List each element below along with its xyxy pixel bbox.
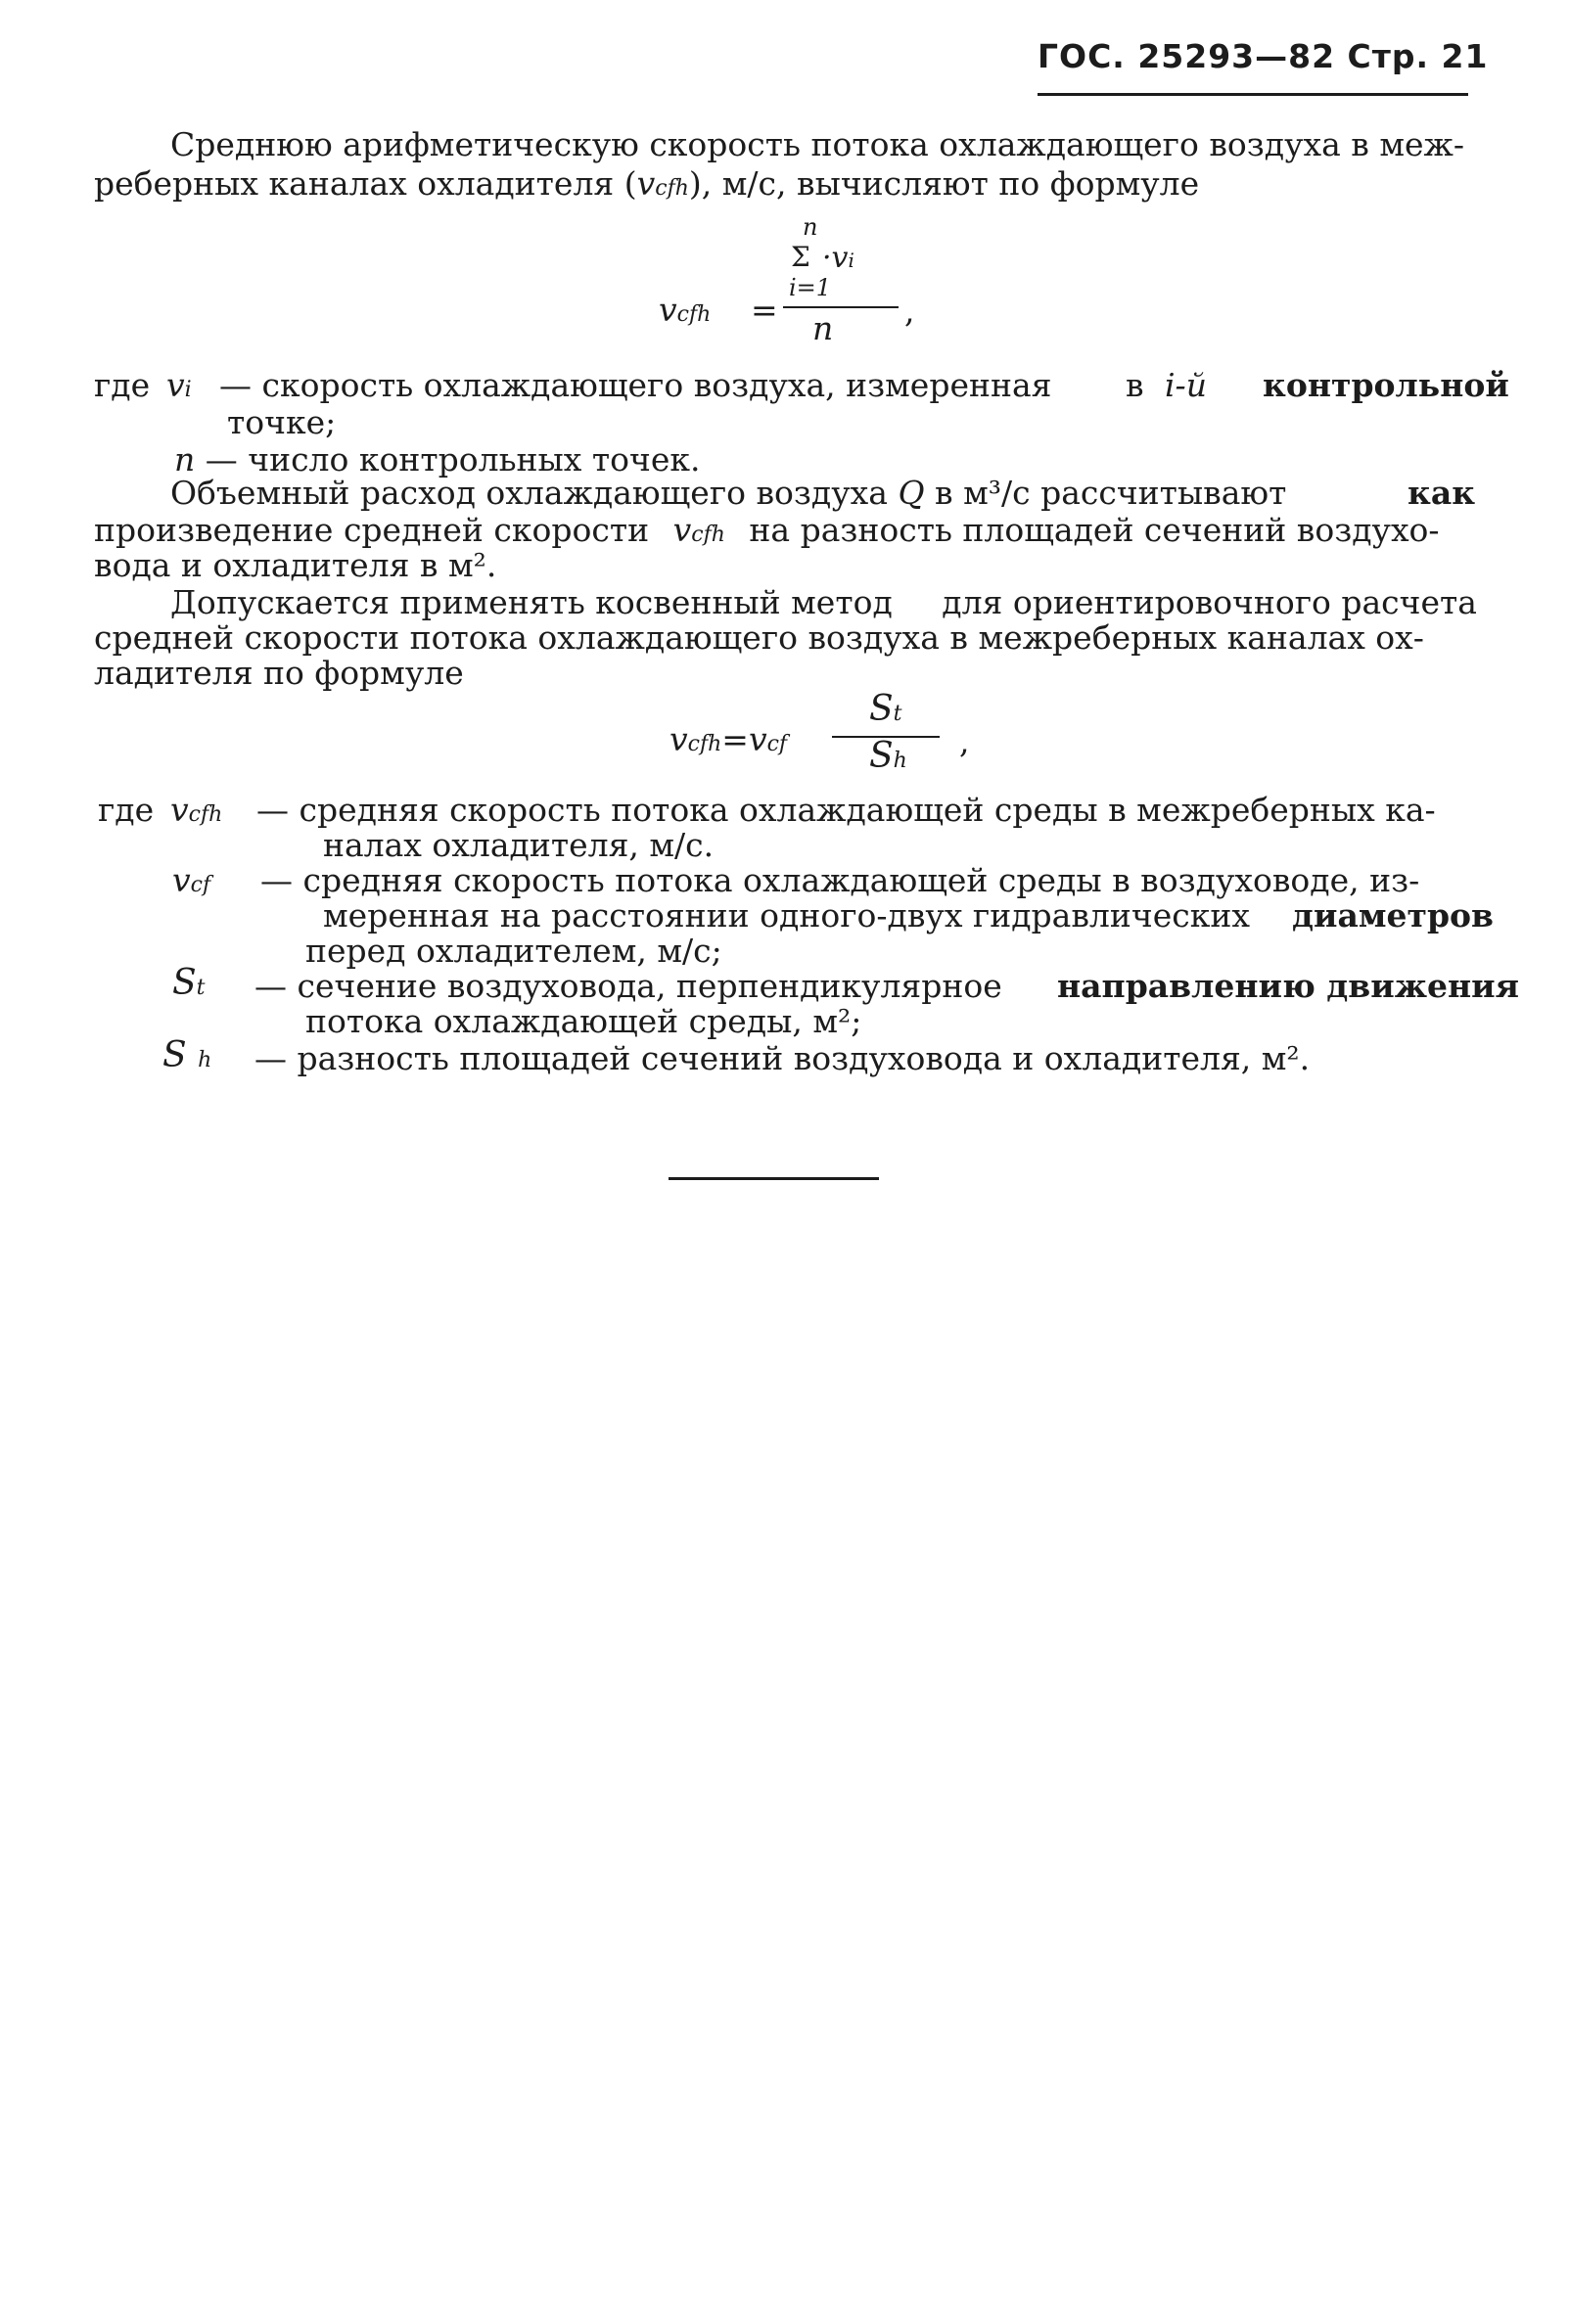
para1-line1: Среднюю арифметическую скорость потока охлаждающего воздуха в меж-	[170, 125, 1465, 163]
where2-item2-var	[172, 861, 210, 905]
para3-line1-b: для ориентировочного расчета	[942, 583, 1477, 621]
formula1-fraction-line	[783, 306, 899, 308]
where2-item1-desc: — средняя скорость потока охлаждающей среды в межреберных ка-	[256, 791, 1436, 829]
para2-line1-b: в м³/с рассчитывают	[935, 474, 1287, 512]
para3-line1-a: Допускается применять косвенный метод	[170, 583, 893, 621]
formula1-sum-sign: Σ	[791, 241, 810, 273]
formula1-denominator: n	[812, 309, 834, 347]
formula2-num-var: S	[869, 689, 894, 729]
para2-line1-c: как	[1407, 474, 1476, 512]
para2-line1	[170, 474, 1286, 513]
formula2-lhs-sub: cfh	[687, 732, 722, 756]
where2-item2-cont: меренная на расстоянии одного-двух гидравлических	[323, 896, 1250, 934]
where1-v-desc-c: i-й	[1165, 366, 1207, 404]
formula2-eq: =	[721, 720, 749, 758]
where2-item4-var	[162, 1035, 211, 1075]
where1-n-desc: — число контрольных точек.	[205, 440, 701, 478]
where2-item2-sub: cf	[190, 873, 211, 897]
where1-v-sub: i	[184, 378, 192, 402]
formula1-sum-bottom: i=1	[789, 274, 832, 301]
where1-prefix: где	[94, 366, 151, 404]
where1-v-desc-d: контрольной	[1263, 366, 1509, 404]
where1-n-var: n	[174, 440, 196, 478]
where2-item3-desc: — сечение воздуховода, перпендикулярное	[254, 967, 1002, 1005]
where2-item2-cont2: перед охладителем, м/с;	[305, 932, 722, 970]
formula2-rhs-sub: cf	[766, 732, 788, 756]
para3-line3: ладителя по формуле	[94, 654, 464, 692]
where2-item2-symbol: v	[172, 861, 191, 899]
para2-var-sub: cfh	[691, 523, 725, 547]
para2-line2-b: на разность площадей сечений воздухо-	[749, 511, 1440, 549]
where2-item4-desc: — разность площадей сечений воздуховода и охладителя, м².	[254, 1039, 1311, 1077]
where2-item1-cont: налах охладителя, м/с.	[323, 826, 715, 864]
formula2-den-sub: h	[893, 749, 907, 773]
para3-line2: средней скорости потока охлаждающего воздуха в межреберных каналах ох-	[94, 618, 1424, 657]
para1-var-sub: cfh	[655, 176, 689, 201]
where2-item3-sub: t	[196, 976, 206, 1000]
where2-item1-symbol: v	[170, 791, 189, 829]
formula1-lhs-var: v	[659, 291, 677, 329]
where1-v-desc: — скорость охлаждающего воздуха, измеренная	[219, 366, 1052, 404]
para1-line2	[94, 164, 1199, 208]
end-rule	[669, 1177, 879, 1180]
formula1-sum-term-var: ·v	[822, 241, 849, 275]
where2-item2-desc: — средняя скорость потока охлаждающей среды в воздуховоде, из-	[260, 861, 1420, 899]
where2-item3-cont: потока охлаждающей среды, м²;	[305, 1002, 862, 1040]
where1-v-desc-cont: точке;	[227, 403, 337, 441]
para2-var: v	[672, 511, 692, 549]
para1-line2-a: реберных каналах охладителя (	[94, 164, 637, 203]
where2-item2-cont-b: диаметров	[1292, 896, 1494, 934]
header-rule	[1038, 93, 1468, 96]
para2-line3: вода и охладителя в м².	[94, 546, 497, 584]
para2-line2-a: произведение средней скорости	[94, 511, 650, 549]
formula2-rhs-var: v	[748, 720, 767, 758]
where1-v	[166, 366, 192, 410]
formula2-lhs	[669, 720, 787, 764]
para2-line1-a: Объемный расход охлаждающего воздуха	[170, 474, 888, 512]
formula1-sum-term-sub: i	[848, 249, 854, 272]
where2-item3-desc-b: направлению движения	[1057, 967, 1520, 1005]
formula1-eq: =	[751, 291, 778, 329]
where1-v-desc-b: в	[1126, 366, 1144, 404]
formula2-denominator	[869, 736, 907, 776]
para3-line1	[170, 583, 1477, 622]
para1-line2-b: ), м/с, вычисляют по формуле	[688, 164, 1200, 203]
para1-var: v	[636, 164, 656, 203]
formula2-lhs-var: v	[669, 720, 688, 758]
formula2-numerator	[869, 689, 902, 729]
formula1-lhs	[659, 291, 711, 335]
formula1-sum-top: n	[803, 213, 818, 241]
formula1-lhs-sub: cfh	[676, 302, 712, 327]
formula2-den-var: S	[869, 736, 894, 776]
where2-item3-var	[172, 963, 206, 1003]
where2-item4-sub: h	[198, 1048, 212, 1072]
page-header: ГОС. 25293—82 Стр. 21	[1038, 37, 1489, 75]
where2-prefix: где	[98, 791, 155, 829]
formula2-num-sub: t	[893, 702, 902, 726]
formula1-comma: ,	[904, 292, 915, 330]
para2-q: Q	[898, 474, 925, 512]
where2-item3-symbol: S	[172, 963, 197, 1003]
where2-item4-symbol: S	[162, 1035, 187, 1075]
where2-item1-var	[170, 791, 222, 835]
formula2-comma: ,	[959, 722, 970, 760]
where1-v-var: v	[166, 366, 185, 404]
formula1-sum-term	[822, 241, 854, 275]
where2-item1-sub: cfh	[188, 802, 223, 827]
